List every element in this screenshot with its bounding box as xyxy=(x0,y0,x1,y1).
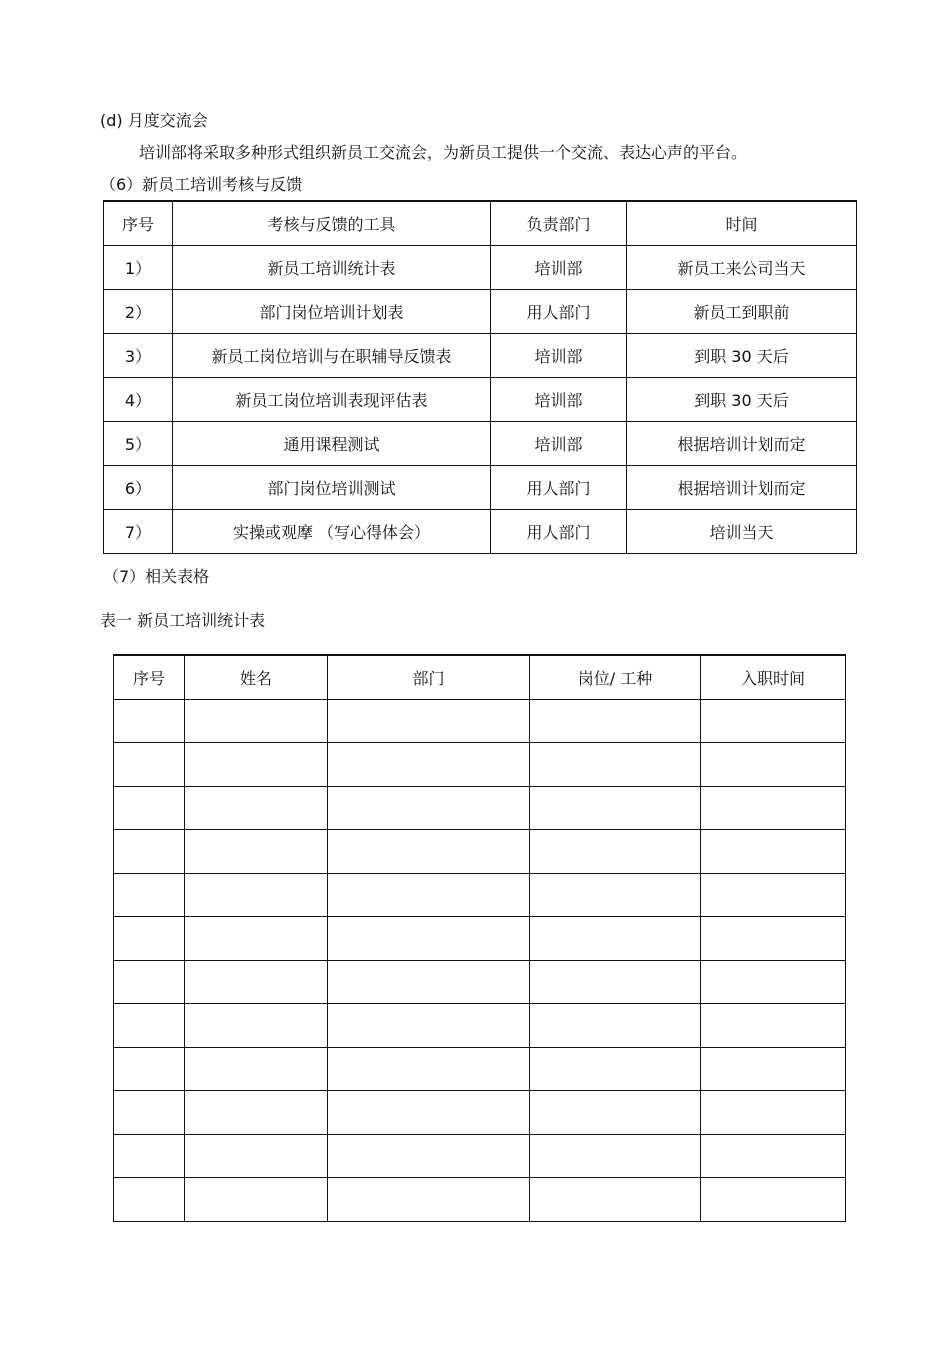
table-row xyxy=(104,510,857,554)
empty-cell xyxy=(530,1134,701,1178)
empty-cell xyxy=(328,743,530,787)
empty-cell xyxy=(328,960,530,1004)
empty-cell xyxy=(185,1091,328,1135)
table-cell: 新员工到职前 xyxy=(627,290,857,334)
table-header-row xyxy=(114,655,846,699)
empty-cell xyxy=(185,830,328,874)
header-cell: 负责部门 xyxy=(491,201,627,246)
new-employee-stats-table xyxy=(113,654,846,1222)
table-cell: 到职 30 天后 xyxy=(627,334,857,378)
empty-cell xyxy=(328,873,530,917)
empty-cell xyxy=(185,743,328,787)
table-cell: 培训部 xyxy=(491,246,627,290)
table-cell: 培训部 xyxy=(491,422,627,466)
empty-cell xyxy=(701,1047,846,1091)
empty-cell xyxy=(701,917,846,961)
empty-cell xyxy=(701,699,846,743)
empty-cell xyxy=(185,1004,328,1048)
header-cell: 入职时间 xyxy=(701,655,846,699)
empty-cell xyxy=(114,873,185,917)
table-cell: 到职 30 天后 xyxy=(627,378,857,422)
empty-cell xyxy=(701,1134,846,1178)
empty-cell xyxy=(328,1004,530,1048)
empty-cell xyxy=(185,1134,328,1178)
table-cell: 新员工岗位培训表现评估表 xyxy=(173,378,491,422)
table-cell: 通用课程测试 xyxy=(173,422,491,466)
table-row xyxy=(104,290,857,334)
section-d-heading: (d) 月度交流会 xyxy=(100,111,208,130)
empty-cell xyxy=(530,743,701,787)
empty-cell xyxy=(530,1047,701,1091)
table-cell: 3） xyxy=(104,334,173,378)
empty-cell xyxy=(185,1178,328,1222)
empty-cell xyxy=(530,917,701,961)
header-cell: 时间 xyxy=(627,201,857,246)
table-cell: 7） xyxy=(104,510,173,554)
header-cell: 姓名 xyxy=(185,655,328,699)
empty-cell xyxy=(185,917,328,961)
table-row xyxy=(104,466,857,510)
empty-cell xyxy=(530,960,701,1004)
empty-cell xyxy=(328,1091,530,1135)
empty-cell xyxy=(185,1047,328,1091)
table-cell: 根据培训计划而定 xyxy=(627,422,857,466)
empty-cell xyxy=(185,699,328,743)
empty-row xyxy=(114,917,846,961)
empty-cell xyxy=(328,1134,530,1178)
empty-cell xyxy=(114,1047,185,1091)
empty-cell xyxy=(185,873,328,917)
table-cell: 培训当天 xyxy=(627,510,857,554)
header-cell: 部门 xyxy=(328,655,530,699)
table-cell: 根据培训计划而定 xyxy=(627,466,857,510)
empty-row xyxy=(114,873,846,917)
empty-cell xyxy=(114,917,185,961)
empty-cell xyxy=(114,1004,185,1048)
empty-cell xyxy=(701,1178,846,1222)
empty-cell xyxy=(701,743,846,787)
table-cell: 部门岗位培训计划表 xyxy=(173,290,491,334)
empty-row xyxy=(114,1134,846,1178)
table-row xyxy=(104,334,857,378)
empty-row xyxy=(114,743,846,787)
assessment-feedback-table xyxy=(103,200,857,554)
empty-cell xyxy=(114,743,185,787)
empty-cell xyxy=(114,1134,185,1178)
header-cell: 序号 xyxy=(104,201,173,246)
empty-cell xyxy=(530,1091,701,1135)
table-row xyxy=(104,378,857,422)
empty-cell xyxy=(328,1178,530,1222)
table-cell: 4） xyxy=(104,378,173,422)
table-cell: 培训部 xyxy=(491,378,627,422)
empty-row xyxy=(114,1091,846,1135)
empty-row xyxy=(114,1047,846,1091)
table-cell: 培训部 xyxy=(491,334,627,378)
empty-cell xyxy=(114,786,185,830)
section-d-paragraph: 培训部将采取多种形式组织新员工交流会，为新员工提供一个交流、表达心声的平台。 xyxy=(139,143,748,162)
empty-cell xyxy=(114,960,185,1004)
empty-cell xyxy=(701,786,846,830)
table-cell: 5） xyxy=(104,422,173,466)
table-cell: 部门岗位培训测试 xyxy=(173,466,491,510)
empty-cell xyxy=(530,699,701,743)
table-cell: 2） xyxy=(104,290,173,334)
empty-cell xyxy=(530,1004,701,1048)
empty-row xyxy=(114,830,846,874)
table-cell: 6） xyxy=(104,466,173,510)
empty-cell xyxy=(328,1047,530,1091)
table-cell: 用人部门 xyxy=(491,510,627,554)
empty-cell xyxy=(114,830,185,874)
empty-cell xyxy=(114,1091,185,1135)
table-cell: 新员工岗位培训与在职辅导反馈表 xyxy=(173,334,491,378)
empty-row xyxy=(114,1004,846,1048)
empty-cell xyxy=(530,1178,701,1222)
empty-cell xyxy=(530,786,701,830)
header-cell: 考核与反馈的工具 xyxy=(173,201,491,246)
empty-row xyxy=(114,786,846,830)
section-6-heading: （6）新员工培训考核与反馈 xyxy=(100,175,303,194)
table-cell: 新员工来公司当天 xyxy=(627,246,857,290)
empty-cell xyxy=(701,873,846,917)
empty-cell xyxy=(328,830,530,874)
empty-row xyxy=(114,960,846,1004)
empty-cell xyxy=(701,1091,846,1135)
table-cell: 新员工培训统计表 xyxy=(173,246,491,290)
table-cell: 用人部门 xyxy=(491,466,627,510)
empty-cell xyxy=(701,960,846,1004)
empty-cell xyxy=(114,1178,185,1222)
section-7-heading: （7）相关表格 xyxy=(103,567,210,586)
empty-cell xyxy=(185,960,328,1004)
table-cell: 实操或观摩 （写心得体会） xyxy=(173,510,491,554)
empty-cell xyxy=(530,873,701,917)
empty-cell xyxy=(701,830,846,874)
empty-cell xyxy=(530,830,701,874)
empty-cell xyxy=(328,786,530,830)
table-one-title: 表一 新员工培训统计表 xyxy=(100,611,266,630)
table-cell: 用人部门 xyxy=(491,290,627,334)
empty-cell xyxy=(328,917,530,961)
empty-row xyxy=(114,699,846,743)
empty-row xyxy=(114,1178,846,1222)
table-cell: 1） xyxy=(104,246,173,290)
header-cell: 序号 xyxy=(114,655,185,699)
empty-cell xyxy=(328,699,530,743)
header-cell: 岗位/ 工种 xyxy=(530,655,701,699)
empty-cell xyxy=(185,786,328,830)
empty-cell xyxy=(114,699,185,743)
table-row xyxy=(104,246,857,290)
table-header-row xyxy=(104,201,857,246)
empty-cell xyxy=(701,1004,846,1048)
table-row xyxy=(104,422,857,466)
